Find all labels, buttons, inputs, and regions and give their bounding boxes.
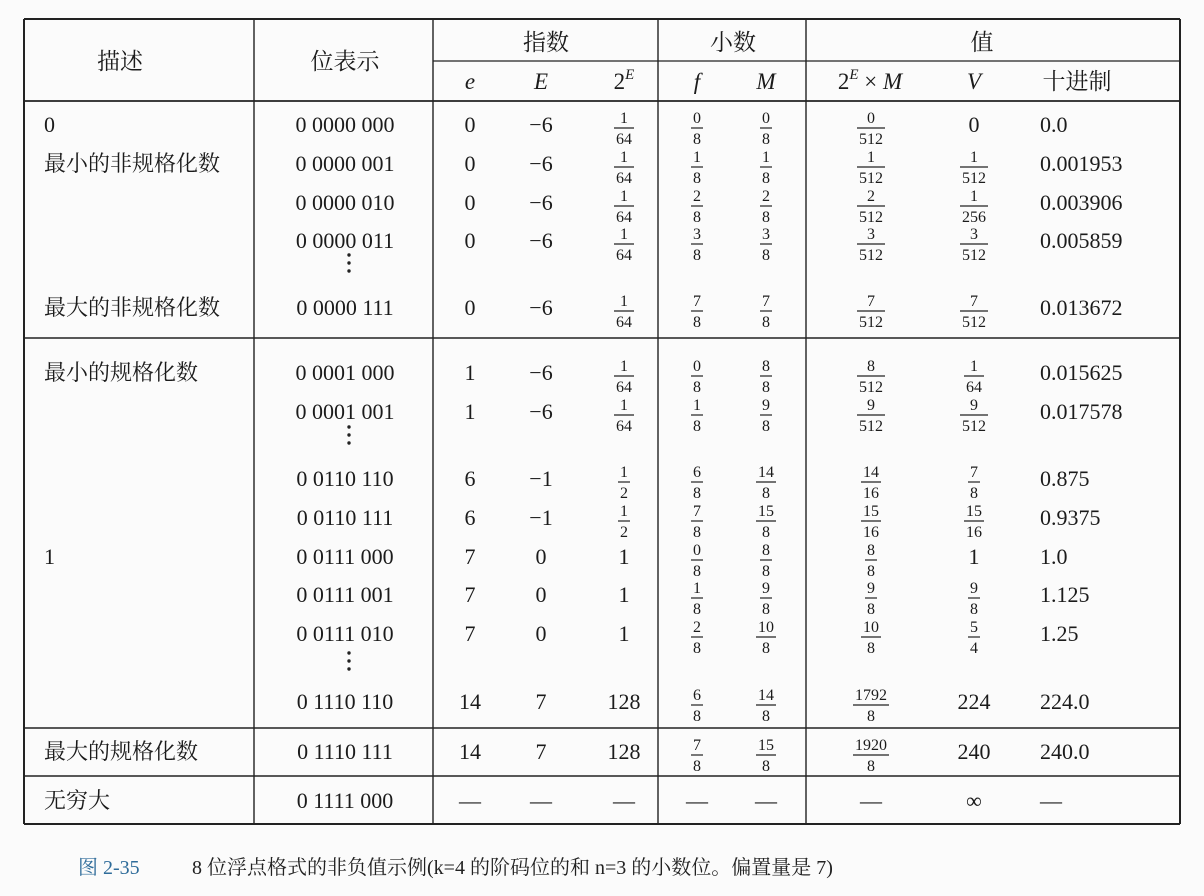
cell-2-pow-E-denominator: 64 [616,170,632,187]
cell-V-numerator: 7 [970,293,978,310]
cell-2-pow-E-numerator: 1 [620,226,628,243]
ellipsis-dot [347,659,350,662]
cell-bit-representation: 0 0000 001 [295,151,395,176]
cell-2-pow-E-numerator: 1 [620,293,628,310]
cell-e: — [459,788,481,813]
cell-f-numerator: 3 [693,226,701,243]
cell-f [691,358,703,396]
cell-M-numerator: 1 [762,149,770,166]
cell-V [960,293,988,331]
cell-description: 无穷大 [44,788,111,813]
cell-V-denominator: 256 [962,209,986,226]
cell-V [960,226,988,264]
cell-e: 14 [459,689,481,714]
cell-2-pow-E-times-M-numerator: 3 [867,226,875,243]
cell-M [760,358,772,396]
cell-E: 0 [535,544,547,569]
header-V: V [966,69,982,94]
cell-decimal: 0.003906 [1040,190,1123,215]
cell-V-denominator: 8 [970,485,978,502]
ellipsis-dot [347,261,350,264]
cell-description: 最小的规格化数 [44,360,199,385]
header-M: M [756,69,776,94]
cell-e: 0 [464,295,476,320]
cell-f-denominator: 8 [693,485,701,502]
cell-V [964,503,984,541]
cell-2-pow-E-times-M [857,110,885,148]
cell-V-numerator: 1 [970,188,978,205]
cell-e: 6 [464,505,476,530]
cell-f [691,293,703,331]
cell-2-pow-E-times-M [857,188,885,226]
cell-2-pow-E-times-M-numerator: 9 [867,397,875,414]
cell-M-denominator: 8 [762,640,770,657]
cell-V: ∞ [966,788,982,813]
cell-M-numerator: 3 [762,226,770,243]
cell-2-pow-E-times-M-denominator: 16 [863,485,879,502]
cell-V: 224 [957,689,991,714]
cell-bit-representation: 0 1110 110 [296,689,394,714]
cell-decimal: 0.9375 [1040,505,1101,530]
cell-e: 0 [464,228,476,253]
cell-f [691,580,703,618]
cell-2-pow-E-numerator: 1 [620,503,628,520]
cell-description: 最小的非规格化数 [44,151,221,176]
cell-M [760,580,772,618]
cell-2-pow-E-times-M-denominator: 8 [867,640,875,657]
cell-f-numerator: 2 [693,619,701,636]
cell-e: 0 [464,112,476,137]
cell-bit-representation: 0 0110 110 [296,466,394,491]
cell-M [760,110,772,148]
cell-2-pow-E-times-M-numerator: 2 [867,188,875,205]
cell-f-denominator: 8 [693,418,701,435]
cell-2-pow-E: 1 [618,544,630,569]
cell-f-denominator: 8 [693,601,701,618]
cell-M [756,464,776,502]
cell-M [756,737,776,775]
cell-V-denominator: 512 [962,418,986,435]
cell-2-pow-E-times-M-numerator: 1792 [855,687,887,704]
cell-M-denominator: 8 [762,708,770,725]
cell-E: 0 [535,582,547,607]
cell-f-denominator: 8 [693,170,701,187]
cell-M-denominator: 8 [762,379,770,396]
cell-M [756,503,776,541]
cell-f-numerator: 7 [693,293,701,310]
cell-bit-representation: 0 1111 000 [296,788,394,813]
cell-description: 1 [44,544,55,569]
cell-bit-representation: 0 0000 000 [295,112,395,137]
cell-E: −1 [529,505,553,530]
cell-M [760,542,772,580]
cell-M-denominator: 8 [762,563,770,580]
cell-f-denominator: 8 [693,247,701,264]
cell-2-pow-E-times-M-denominator: 512 [859,131,883,148]
cell-2-pow-E-times-M-denominator: 512 [859,314,883,331]
cell-V [968,580,980,618]
cell-e: 0 [464,151,476,176]
cell-M [760,397,772,435]
cell-V: 240 [957,739,991,764]
cell-M-numerator: 9 [762,397,770,414]
cell-2-pow-E-times-M [853,687,889,725]
cell-M [760,149,772,187]
cell-M-denominator: 8 [762,601,770,618]
cell-2-pow-E-times-M-denominator: 512 [859,170,883,187]
cell-f-denominator: 8 [693,209,701,226]
cell-f [691,110,703,148]
cell-f-numerator: 1 [693,149,701,166]
cell-V-numerator: 5 [970,619,978,636]
cell-2-pow-E-times-M: — [860,788,882,813]
cell-decimal: 0.0 [1040,112,1068,137]
header-2-pow-E-base: 2 [613,69,626,94]
header-bit-representation: 位表示 [310,49,380,74]
cell-f-numerator: 1 [693,580,701,597]
cell-f-denominator: 8 [693,640,701,657]
cell-bit-representation: 0 0111 000 [296,544,394,569]
cell-2-pow-E-times-M [857,226,885,264]
cell-bit-representation: 0 0001 000 [295,360,395,385]
cell-E: −6 [529,112,553,137]
cell-f-numerator: 7 [693,503,701,520]
cell-2-pow-E-times-M-numerator: 10 [863,619,879,636]
header-description: 描述 [97,49,143,74]
cell-2-pow-E [614,397,634,435]
cell-E: — [530,788,552,813]
cell-2-pow-E-times-M-denominator: 8 [867,758,875,775]
cell-2-pow-E-times-M [861,619,881,657]
cell-decimal: 1.25 [1040,621,1079,646]
cell-f-numerator: 7 [693,737,701,754]
cell-description: 0 [44,112,55,137]
cell-f [691,737,703,775]
cell-2-pow-E: 1 [618,582,630,607]
cell-decimal: 1.0 [1040,544,1068,569]
cell-decimal: 224.0 [1040,689,1090,714]
cell-M-denominator: 8 [762,209,770,226]
cell-2-pow-E-numerator: 1 [620,464,628,481]
cell-M-denominator: 8 [762,418,770,435]
cell-bit-representation: 0 1110 111 [297,739,393,764]
cell-f: — [686,788,708,813]
cell-2-pow-E-times-M [857,149,885,187]
cell-M-denominator: 8 [762,314,770,331]
cell-e: 6 [464,466,476,491]
cell-E: −6 [529,399,553,424]
ellipsis-dot [347,253,350,256]
cell-2-pow-E-denominator: 64 [616,209,632,226]
cell-V [968,464,980,502]
cell-M [756,619,776,657]
cell-decimal: 0.875 [1040,466,1090,491]
cell-f-denominator: 8 [693,563,701,580]
cell-2-pow-E-times-M-numerator: 1 [867,149,875,166]
header-fraction-group: 小数 [710,30,756,55]
header-2-pow-E-times-M: $2^E \times M$ [837,67,903,94]
cell-2-pow-E [614,293,634,331]
cell-M-denominator: 8 [762,485,770,502]
header-f: f [693,69,701,94]
cell-2-pow-E [618,503,630,541]
cell-V-numerator: 9 [970,397,978,414]
cell-E: −6 [529,360,553,385]
cell-2-pow-E [614,226,634,264]
cell-decimal: 240.0 [1040,739,1090,764]
cell-f-numerator: 0 [693,358,701,375]
cell-decimal: 1.125 [1040,582,1090,607]
cell-V: 0 [968,112,980,137]
ellipsis-dot [347,651,350,654]
cell-V [960,397,988,435]
cell-2-pow-E [614,110,634,148]
ellipsis-dot [347,425,350,428]
cell-M-denominator: 8 [762,131,770,148]
cell-f-numerator: 2 [693,188,701,205]
cell-e: 1 [464,399,476,424]
cell-M-numerator: 14 [758,464,774,481]
cell-2-pow-E-times-M [853,737,889,775]
cell-E: −6 [529,190,553,215]
cell-2-pow-E-times-M-denominator: 512 [859,209,883,226]
header-exponent-group: 指数 [523,30,569,55]
cell-e: 7 [464,582,476,607]
ellipsis-dot [347,269,350,272]
cell-2-pow-E [618,464,630,502]
cell-2-pow-E-times-M [857,397,885,435]
cell-V-denominator: 4 [970,640,978,657]
cell-f-denominator: 8 [693,379,701,396]
cell-V-denominator: 64 [966,379,982,396]
cell-f [691,226,703,264]
cell-bit-representation: 0 0111 010 [296,621,394,646]
cell-2-pow-E-times-M [857,293,885,331]
cell-2-pow-E-denominator: 64 [616,418,632,435]
cell-decimal: — [1040,788,1062,813]
cell-description: 最大的规格化数 [44,739,199,764]
cell-f [691,397,703,435]
cell-M-numerator: 2 [762,188,770,205]
cell-description: 最大的非规格化数 [44,295,221,320]
cell-M-numerator: 14 [758,687,774,704]
cell-V-denominator: 16 [966,524,982,541]
cell-2-pow-E-numerator: 1 [620,397,628,414]
cell-2-pow-E: 128 [607,739,641,764]
cell-V-denominator: 512 [962,314,986,331]
cell-2-pow-E-numerator: 1 [620,110,628,127]
cell-2-pow-E-numerator: 1 [620,149,628,166]
cell-2-pow-E-times-M-numerator: 0 [867,110,875,127]
ellipsis-row [347,651,350,670]
cell-E: 7 [535,739,547,764]
cell-2-pow-E-times-M-denominator: 8 [867,563,875,580]
cell-2-pow-E-times-M-numerator: 1920 [855,737,887,754]
cell-e: 0 [464,190,476,215]
ellipsis-row [347,253,350,272]
cell-2-pow-E-times-M [857,358,885,396]
cell-V-numerator: 9 [970,580,978,597]
cell-bit-representation: 0 0001 001 [295,399,395,424]
cell-V [960,149,988,187]
cell-f [691,542,703,580]
cell-f [691,503,703,541]
header-decimal: 十进制 [1042,69,1112,94]
cell-V [964,358,984,396]
cell-2-pow-E-denominator: 2 [620,524,628,541]
cell-bit-representation: 0 0111 001 [296,582,394,607]
cell-2-pow-E [614,149,634,187]
cell-f-denominator: 8 [693,758,701,775]
ellipsis-row [347,425,350,444]
cell-f-denominator: 8 [693,314,701,331]
cell-V-numerator: 15 [966,503,982,520]
ellipsis-dot [347,667,350,670]
cell-M-denominator: 8 [762,170,770,187]
cell-2-pow-E-times-M-denominator: 512 [859,247,883,264]
cell-E: −6 [529,228,553,253]
cell-E: −6 [529,295,553,320]
cell-f [691,464,703,502]
cell-M [756,687,776,725]
cell-M-numerator: 9 [762,580,770,597]
cell-decimal: 0.013672 [1040,295,1123,320]
cell-2-pow-E-denominator: 64 [616,379,632,396]
cell-V [960,188,988,226]
cell-2-pow-E: 1 [618,621,630,646]
cell-M [760,188,772,226]
figure-caption-text: 8 位浮点格式的非负值示例(k=4 的阶码位的和 n=3 的小数位。偏置量是 7) [192,857,833,879]
cell-E: 7 [535,689,547,714]
cell-f-numerator: 1 [693,397,701,414]
cell-2-pow-E-times-M-denominator: 16 [863,524,879,541]
cell-M-numerator: 8 [762,358,770,375]
cell-V-numerator: 7 [970,464,978,481]
figure-caption-label: 图 2-35 [78,857,140,879]
cell-bit-representation: 0 0000 011 [295,228,395,253]
cell-2-pow-E-denominator: 2 [620,485,628,502]
cell-M-numerator: 7 [762,293,770,310]
cell-2-pow-E-times-M-numerator: 14 [863,464,879,481]
header-E: E [533,69,549,94]
cell-2-pow-E-times-M [865,580,877,618]
cell-V-numerator: 3 [970,226,978,243]
cell-bit-representation: 0 0000 111 [296,295,394,320]
cell-2-pow-E-times-M-denominator: 8 [867,708,875,725]
cell-V [968,619,980,657]
cell-e: 14 [459,739,481,764]
cell-2-pow-E-times-M-denominator: 512 [859,379,883,396]
cell-f [691,188,703,226]
cell-M [760,293,772,331]
cell-2-pow-E: — [613,788,635,813]
cell-V-denominator: 8 [970,601,978,618]
header-2-pow-E-sup: E [625,67,635,83]
cell-e: 7 [464,544,476,569]
cell-2-pow-E-times-M-denominator: 8 [867,601,875,618]
cell-V-numerator: 1 [970,358,978,375]
cell-2-pow-E-times-M-numerator: 9 [867,580,875,597]
cell-f-denominator: 8 [693,524,701,541]
cell-2-pow-E-times-M-denominator: 512 [859,418,883,435]
cell-E: −1 [529,466,553,491]
cell-E: −6 [529,151,553,176]
cell-2-pow-E-denominator: 64 [616,314,632,331]
cell-M-denominator: 8 [762,524,770,541]
cell-M-denominator: 8 [762,758,770,775]
cell-2-pow-E-denominator: 64 [616,247,632,264]
cell-2-pow-E-denominator: 64 [616,131,632,148]
cell-2-pow-E [614,358,634,396]
cell-decimal: 0.017578 [1040,399,1123,424]
cell-2-pow-E-times-M [861,464,881,502]
cell-bit-representation: 0 0110 111 [296,505,394,530]
cell-M [760,226,772,264]
cell-2-pow-E-times-M-numerator: 7 [867,293,875,310]
cell-f-numerator: 6 [693,687,701,704]
cell-f-numerator: 0 [693,110,701,127]
cell-2-pow-E-times-M [861,503,881,541]
cell-2-pow-E-numerator: 1 [620,188,628,205]
cell-M-numerator: 0 [762,110,770,127]
ellipsis-dot [347,441,350,444]
cell-2-pow-E-numerator: 1 [620,358,628,375]
cell-2-pow-E [614,188,634,226]
cell-bit-representation: 0 0000 010 [295,190,395,215]
cell-decimal: 0.005859 [1040,228,1123,253]
header-e: e [464,69,476,94]
cell-e: 1 [464,360,476,385]
cell-V-denominator: 512 [962,247,986,264]
cell-f [691,687,703,725]
cell-f-numerator: 6 [693,464,701,481]
cell-f-denominator: 8 [693,708,701,725]
cell-M-denominator: 8 [762,247,770,264]
header-2-pow-E [614,67,635,94]
cell-M-numerator: 15 [758,503,774,520]
cell-2-pow-E-times-M-numerator: 8 [867,542,875,559]
cell-e: 7 [464,621,476,646]
cell-M-numerator: 8 [762,542,770,559]
cell-E: 0 [535,621,547,646]
cell-M: — [755,788,777,813]
cell-f [691,149,703,187]
cell-f-numerator: 0 [693,542,701,559]
cell-decimal: 0.001953 [1040,151,1123,176]
cell-f-denominator: 8 [693,131,701,148]
cell-decimal: 0.015625 [1040,360,1123,385]
cell-2-pow-E: 128 [607,689,641,714]
cell-V-denominator: 512 [962,170,986,187]
header-value-group: 值 [970,30,994,55]
cell-2-pow-E-times-M-numerator: 8 [867,358,875,375]
ellipsis-dot [347,433,350,436]
cell-2-pow-E-times-M [865,542,877,580]
cell-2-pow-E-times-M-numerator: 15 [863,503,879,520]
cell-V-numerator: 1 [970,149,978,166]
cell-V: 1 [968,544,980,569]
cell-f [691,619,703,657]
cell-M-numerator: 15 [758,737,774,754]
cell-M-numerator: 10 [758,619,774,636]
